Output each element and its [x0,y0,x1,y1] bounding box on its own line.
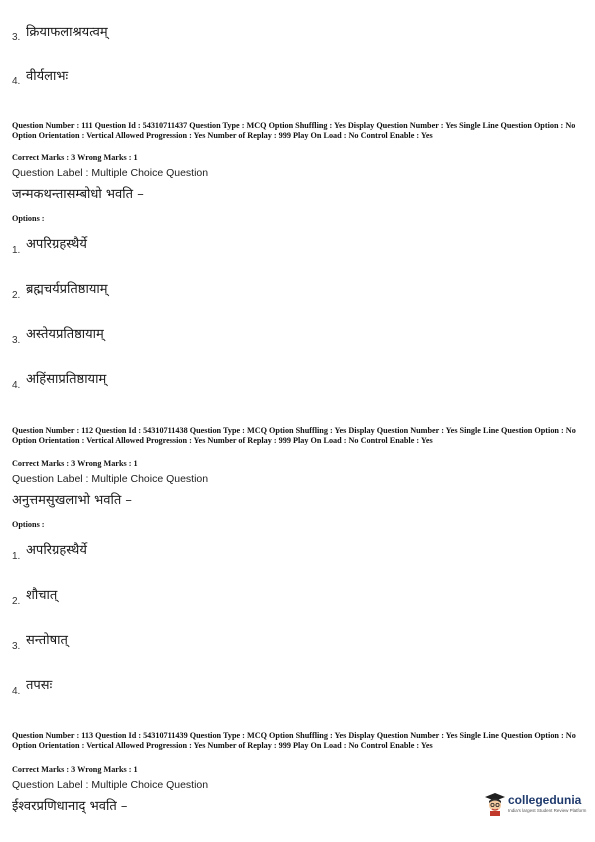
option-text: सन्तोषात् [26,633,68,648]
option-number: 3. [12,335,21,346]
question-label: Question Label : Multiple Choice Question [12,779,209,791]
option-text: तपसः [26,678,53,693]
option-text: अहिंसाप्रतिष्ठायाम् [26,372,107,387]
option-number: 4. [12,686,21,697]
brand-logo [484,792,587,818]
option-text: ब्रह्मचर्यप्रतिष्ठायाम् [26,282,108,297]
question-text: अनुत्तमसुखलाभो भवति – [12,493,132,508]
option-text: वीर्यलाभः [26,69,69,84]
question-label: Question Label : Multiple Choice Question [12,167,209,179]
option-number: 4. [12,380,21,391]
option-number: 3. [12,641,21,652]
question-text: ईश्वरप्रणिधानाद् भवति – [12,799,128,814]
question-meta: Question Number : 113 Question Id : 54310711439 Question Type : MCQ Option Shuffling : Yes Display Question Number : Yes Single Line Question Option : No Option Orientation : Vertical Allowed Progression : Yes Number of Replay : 999 Play On Load : No Control Enable : Yes [12,731,576,750]
option-number: 3. [12,32,21,43]
brand-name: collegedunia [508,793,582,807]
marks-line: Correct Marks : 3 Wrong Marks : 1 [12,459,138,468]
question-label: Question Label : Multiple Choice Question [12,473,209,485]
option-text: अपरिग्रहस्थैर्ये [26,237,87,252]
question-meta: Question Number : 112 Question Id : 54310711438 Question Type : MCQ Option Shuffling : Yes Display Question Number : Yes Single Line Question Option : No Option Orientation : Vertical Allowed Progression : Yes Number of Replay : 999 Play On Load : No Control Enable : Yes [12,426,576,445]
options-heading: Options : [12,214,45,223]
option-number: 4. [12,76,21,87]
options-heading: Options : [12,520,45,529]
question-meta: Question Number : 111 Question Id : 54310711437 Question Type : MCQ Option Shuffling : Yes Display Question Number : Yes Single Line Question Option : No Option Orientation : Vertical Allowed Progression : Yes Number of Replay : 999 Play On Load : No Control Enable : Yes [12,121,576,140]
brand-tagline: India's largest Student Review Platform [508,808,587,813]
question-text: जन्मकथन्तासम्बोधो भवति – [12,187,144,202]
option-text: शौचात् [26,588,58,603]
option-number: 2. [12,290,21,301]
graduate-mascot-icon [484,792,506,816]
option-text: क्रियाफलाश्रयत्वम् [26,25,108,40]
marks-line: Correct Marks : 3 Wrong Marks : 1 [12,153,138,162]
option-text: अस्तेयप्रतिष्ठायाम् [26,327,104,342]
option-number: 1. [12,245,21,256]
option-number: 1. [12,551,21,562]
marks-line: Correct Marks : 3 Wrong Marks : 1 [12,765,138,774]
option-text: अपरिग्रहस्थैर्ये [26,543,87,558]
option-number: 2. [12,596,21,607]
